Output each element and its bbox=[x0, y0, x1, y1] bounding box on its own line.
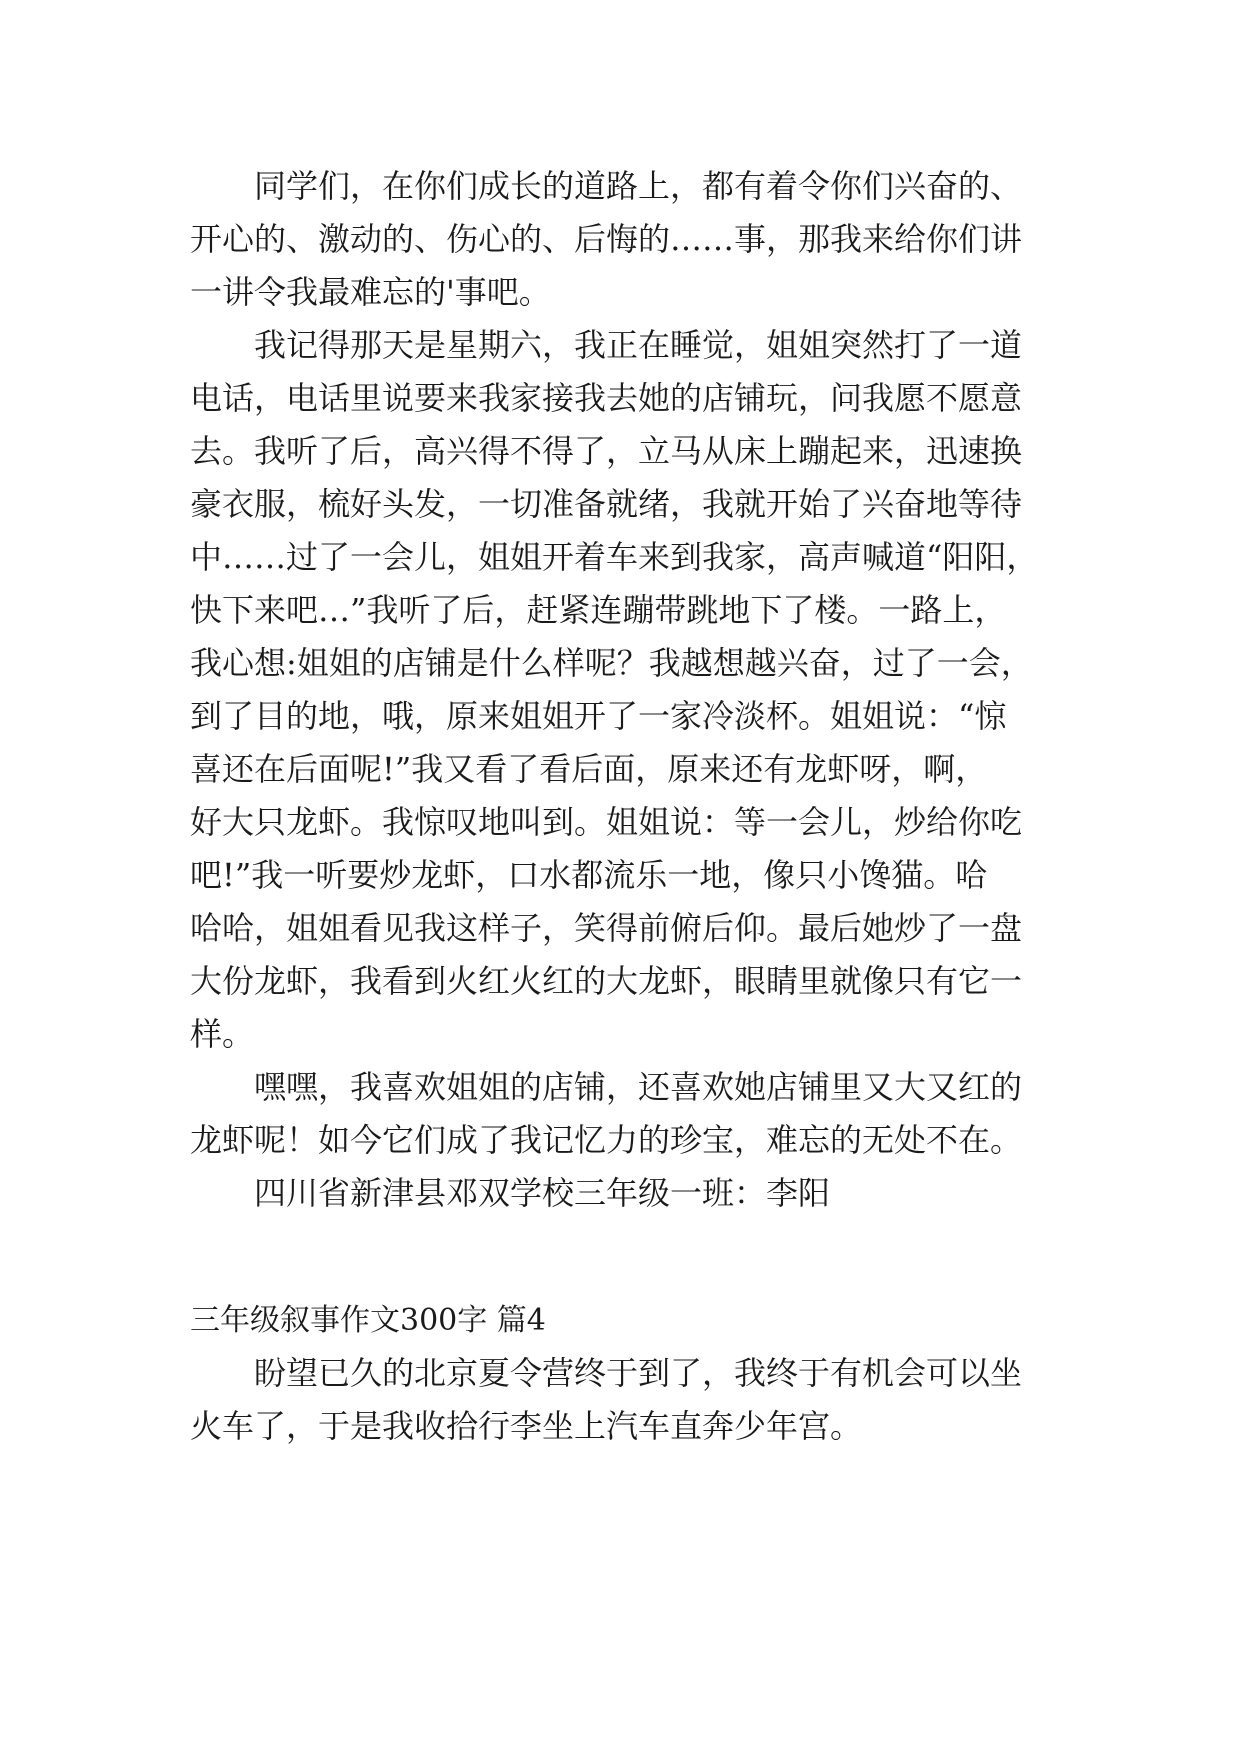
text-line: 一讲令我最难忘的'事吧。 bbox=[190, 273, 551, 311]
text-line: 我心想:姐姐的店铺是什么样呢？我越想越兴奋，过了一会， bbox=[190, 644, 1033, 682]
text-line: 样。 bbox=[190, 1015, 255, 1053]
text-line: 四川省新津县邓双学校三年级一班：李阳 bbox=[254, 1174, 831, 1212]
text-line: 喜还在后面呢!”我又看了看后面，原来还有龙虾呀，啊， bbox=[190, 750, 988, 788]
text-line: 嘿嘿，我喜欢姐姐的店铺，还喜欢她店铺里又大又红的 bbox=[254, 1068, 1023, 1106]
text-line: 哈哈，姐姐看见我这样子，笑得前俯后仰。最后她炒了一盘 bbox=[190, 909, 1023, 947]
text-line: 大份龙虾，我看到火红火红的大龙虾，眼睛里就像只有它一 bbox=[190, 962, 1023, 1000]
text-line: 豪衣服，梳好头发，一切准备就绪，我就开始了兴奋地等待 bbox=[190, 485, 1023, 523]
paragraph bbox=[190, 1061, 1070, 1167]
text-line: 火车了，于是我收拾行李坐上汽车直奔少年宫。 bbox=[190, 1407, 863, 1445]
paragraph bbox=[190, 1167, 1070, 1220]
paragraph bbox=[190, 319, 1070, 1061]
text-line: 去。我听了后，高兴得不得了，立马从床上蹦起来，迅速换 bbox=[190, 432, 1023, 470]
paragraph bbox=[190, 160, 1070, 319]
text-line: 同学们，在你们成长的道路上，都有着令你们兴奋的、 bbox=[254, 167, 1023, 205]
text-line: 吧!”我一听要炒龙虾，口水都流乐一地，像只小馋猫。哈 bbox=[190, 856, 988, 894]
text-line: 好大只龙虾。我惊叹地叫到。姐姐说：等一会儿，炒给你吃 bbox=[190, 803, 1023, 841]
section-heading: 三年级叙事作文300字 篇4 bbox=[190, 1303, 546, 1338]
paragraph bbox=[190, 1347, 1070, 1453]
text-line: 龙虾呢！如今它们成了我记忆力的珍宝，难忘的无处不在。 bbox=[190, 1121, 1023, 1159]
text-line: 开心的、激动的、伤心的、后悔的……事，那我来给你们讲 bbox=[190, 220, 1023, 258]
text-line: 盼望已久的北京夏令营终于到了，我终于有机会可以坐 bbox=[254, 1354, 1023, 1392]
text-line: 快下来吧…”我听了后，赶紧连蹦带跳地下了楼。一路上， bbox=[190, 591, 1007, 629]
text-line: 中……过了一会儿，姐姐开着车来到我家，高声喊道“阳阳， bbox=[190, 538, 1039, 576]
text-line: 我记得那天是星期六，我正在睡觉，姐姐突然打了一道 bbox=[254, 326, 1023, 364]
text-line: 电话，电话里说要来我家接我去她的店铺玩，问我愿不愿意 bbox=[190, 379, 1023, 417]
text-line: 到了目的地，哦，原来姐姐开了一家冷淡杯。姐姐说：“惊 bbox=[190, 697, 1007, 735]
document-body bbox=[190, 160, 1070, 1453]
